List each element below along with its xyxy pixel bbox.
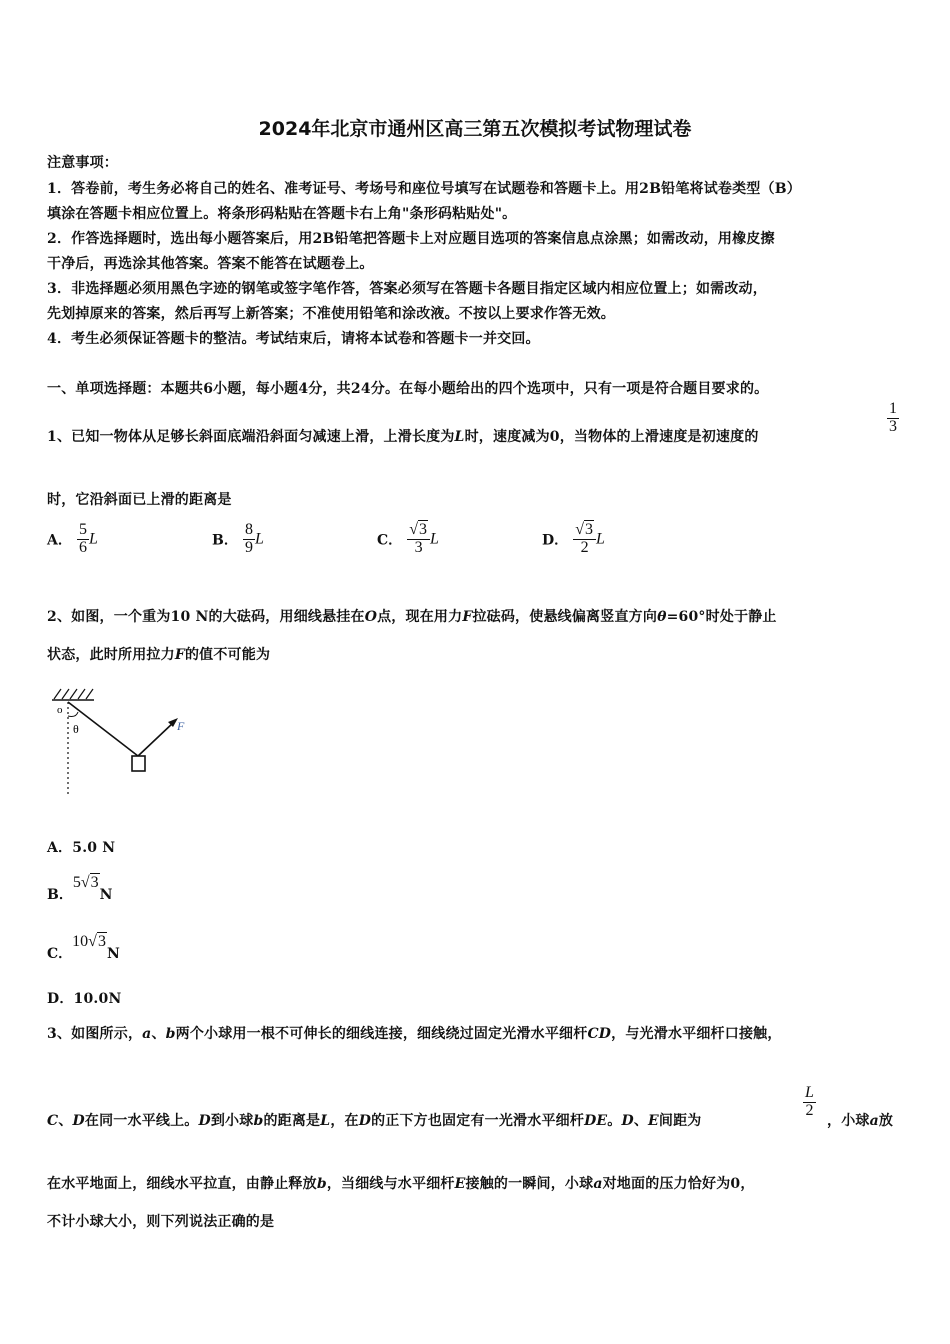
section-heading: 一、单项选择题：本题共6小题，每小题4分，共24分。在每小题给出的四个选项中，只有一项是符合题目要求的。: [47, 381, 769, 397]
q3-text: 3、如图所示，: [47, 1026, 143, 1042]
option-label: C．: [47, 946, 73, 962]
q2-var-F: F: [462, 609, 473, 625]
fraction-denominator: 3: [889, 417, 897, 435]
q3-text: 、: [58, 1113, 73, 1129]
fraction-denominator: 9: [244, 538, 253, 556]
q3-text: 放: [878, 1113, 894, 1129]
q3-text: ，在: [330, 1113, 359, 1129]
fraction-numerator: 8: [244, 521, 253, 538]
question-1-stem: [47, 426, 759, 446]
q3-var: D: [358, 1113, 372, 1129]
notice-line: 3．非选择题必须用黑色字迹的钢笔或签字笔作答，答案必须写在答题卡各题目指定区域内相应位置上；如需改动，: [47, 281, 767, 297]
notice-line: 干净后，再选涂其他答案。答案不能答在试题卷上。: [47, 256, 374, 272]
q2-text: 2、如图，一个重为10 N的大砝码，用细线悬挂在: [47, 609, 365, 625]
question-3-stem-line2-end: [827, 1110, 893, 1130]
notice-line: 4．考生必须保证答题卡的整洁。考试结束后，请将本试卷和答题卡一并交回。: [47, 331, 540, 347]
q3-fraction: [803, 1085, 816, 1120]
q2-option-b[interactable]: B．5√3N: [47, 874, 113, 903]
sqrt-radicand: 3: [97, 933, 106, 950]
q3-var: CD: [587, 1026, 612, 1042]
q1-option-a[interactable]: [47, 522, 98, 557]
q2-var-F: F: [174, 647, 185, 663]
question-2-stem: [47, 606, 777, 626]
q1-stem-line2: 时，它沿斜面已上滑的距离是: [47, 492, 232, 508]
q3-text: 。: [607, 1113, 622, 1129]
q3-var: b: [165, 1026, 176, 1042]
question-3-stem: [47, 1023, 782, 1043]
option-var: L: [430, 530, 439, 548]
q3-var: a: [593, 1176, 603, 1192]
option-var: L: [596, 530, 605, 548]
q2-text: 状态，此时所用拉力: [47, 647, 175, 663]
fraction-denominator: 2: [803, 1102, 816, 1120]
fraction-numerator: 5: [78, 521, 87, 538]
fraction-denominator: 2: [573, 539, 596, 557]
notice-line: 填涂在答题卡相应位置上。将条形码粘贴在答题卡右上角"条形码粘贴处"。: [47, 206, 517, 222]
q3-text: 在水平地面上，细线水平拉直，由静止释放: [47, 1176, 317, 1192]
option-coef: 10: [72, 933, 89, 950]
figure-label-f: F: [177, 719, 185, 733]
q3-text: 间距为: [658, 1113, 702, 1129]
q2-option-c[interactable]: C．10√3N: [47, 933, 120, 962]
option-label: C．: [377, 532, 403, 549]
option-var: L: [88, 530, 98, 548]
option-unit: N: [106, 946, 120, 962]
sqrt-radicand: 3: [90, 874, 99, 891]
q2-var-theta: θ: [657, 609, 667, 625]
notice-heading: 注意事项：: [47, 155, 118, 171]
question-3-stem-line4: 不计小球大小，则下列说法正确的是: [47, 1214, 275, 1230]
q1-option-b[interactable]: [212, 522, 264, 557]
q3-text: 接触的一瞬间，小球: [465, 1176, 594, 1192]
fraction-numerator: L: [805, 1084, 814, 1101]
option-label: B．: [47, 887, 73, 903]
q3-var: L: [320, 1113, 331, 1129]
q3-var: D: [621, 1113, 634, 1129]
q3-var: E: [648, 1113, 659, 1129]
q3-text: ，与光滑水平细杆口接触，: [611, 1026, 782, 1042]
q2-text: 的值不可能为: [184, 647, 271, 663]
figure-label-theta: θ: [73, 722, 79, 736]
q2-option-a[interactable]: [47, 837, 115, 857]
option-label: A．: [47, 532, 72, 549]
q3-text: 、: [151, 1026, 166, 1042]
question-3-stem-line2: [47, 1110, 702, 1130]
q3-var: E: [454, 1176, 466, 1192]
option-label: D．: [542, 532, 569, 549]
sqrt-radicand: 3: [585, 521, 594, 538]
q3-text: 在同一水平线上。: [84, 1113, 199, 1129]
q3-text: 、: [633, 1113, 649, 1129]
q3-var: D: [72, 1113, 85, 1129]
sqrt-radicand: 3: [419, 521, 428, 538]
q3-var: a: [869, 1113, 879, 1129]
option-text: 5.0 N: [72, 840, 116, 856]
q3-var: a: [142, 1026, 152, 1042]
fraction-denominator: 3: [407, 539, 430, 557]
option-unit: N: [99, 887, 113, 903]
q1-var-L: L: [454, 429, 465, 445]
notice-line: 2．作答选择题时，选出每小题答案后，用2B铅笔把答题卡上对应题目选项的答案信息点涂黑；如需改动，用橡皮擦: [47, 231, 775, 247]
option-text: 10.0N: [73, 991, 122, 1007]
q3-var: b: [316, 1176, 327, 1192]
q3-text: 对地面的压力恰好为0，: [602, 1176, 755, 1192]
notice-line: 先划掉原来的答案，然后再写上新答案；不准使用铅笔和涂改液。不按以上要求作答无效。: [47, 306, 615, 322]
q2-var-O: O: [364, 609, 378, 625]
page-title: 2024年北京市通州区高三第五次模拟考试物理试卷: [258, 118, 692, 140]
q2-text: 拉砝码，使悬线偏离竖直方向: [472, 609, 658, 625]
fraction-denominator: 6: [78, 538, 87, 556]
q1-text: 时，速度减为0，当物体的上滑速度是初速度的: [464, 429, 759, 445]
q3-text: 两个小球用一根不可伸长的细线连接，细线绕过固定光滑水平细杆: [175, 1026, 588, 1042]
notice-line: 1．答卷前，考生务必将自己的姓名、准考证号、考场号和座位号填写在试题卷和答题卡上。用2B铅笔将试卷类型（B）: [47, 181, 801, 197]
q3-text: 到小球: [210, 1113, 254, 1129]
q3-text: 的距离是: [263, 1113, 321, 1129]
figure-label-o: o: [57, 704, 63, 716]
q3-var: C: [47, 1113, 59, 1129]
q2-text: 点，现在用力: [377, 609, 463, 625]
q1-fraction: [887, 401, 899, 436]
q2-figure: [46, 686, 196, 801]
q3-var: b: [253, 1113, 264, 1129]
q3-text: ，当细线与水平细杆: [326, 1176, 455, 1192]
q1-option-d[interactable]: D． $\frac{√3}{2}$ L: [542, 521, 605, 556]
q2-option-d[interactable]: [47, 988, 121, 1008]
question-2-stem-line2: [47, 644, 270, 664]
q3-var: D: [198, 1113, 211, 1129]
q2-text: =60°时处于静止: [666, 609, 777, 625]
option-label: D．: [47, 991, 74, 1007]
q1-option-c[interactable]: C． $\frac{√3}{3}$ L: [377, 521, 439, 556]
q3-text: 的正下方也固定有一光滑水平细杆: [371, 1113, 585, 1129]
fraction-numerator: 1: [889, 400, 897, 417]
option-coef: 5: [72, 874, 81, 891]
q1-text: 1、已知一物体从足够长斜面底端沿斜面匀减速上滑，上滑长度为: [47, 429, 455, 445]
option-label: B．: [212, 532, 238, 549]
q3-var: DE: [584, 1113, 608, 1129]
q3-text: ，小球: [827, 1113, 870, 1129]
option-label: A．: [47, 840, 73, 856]
option-var: L: [254, 530, 264, 548]
question-3-stem-line3: [47, 1173, 755, 1193]
